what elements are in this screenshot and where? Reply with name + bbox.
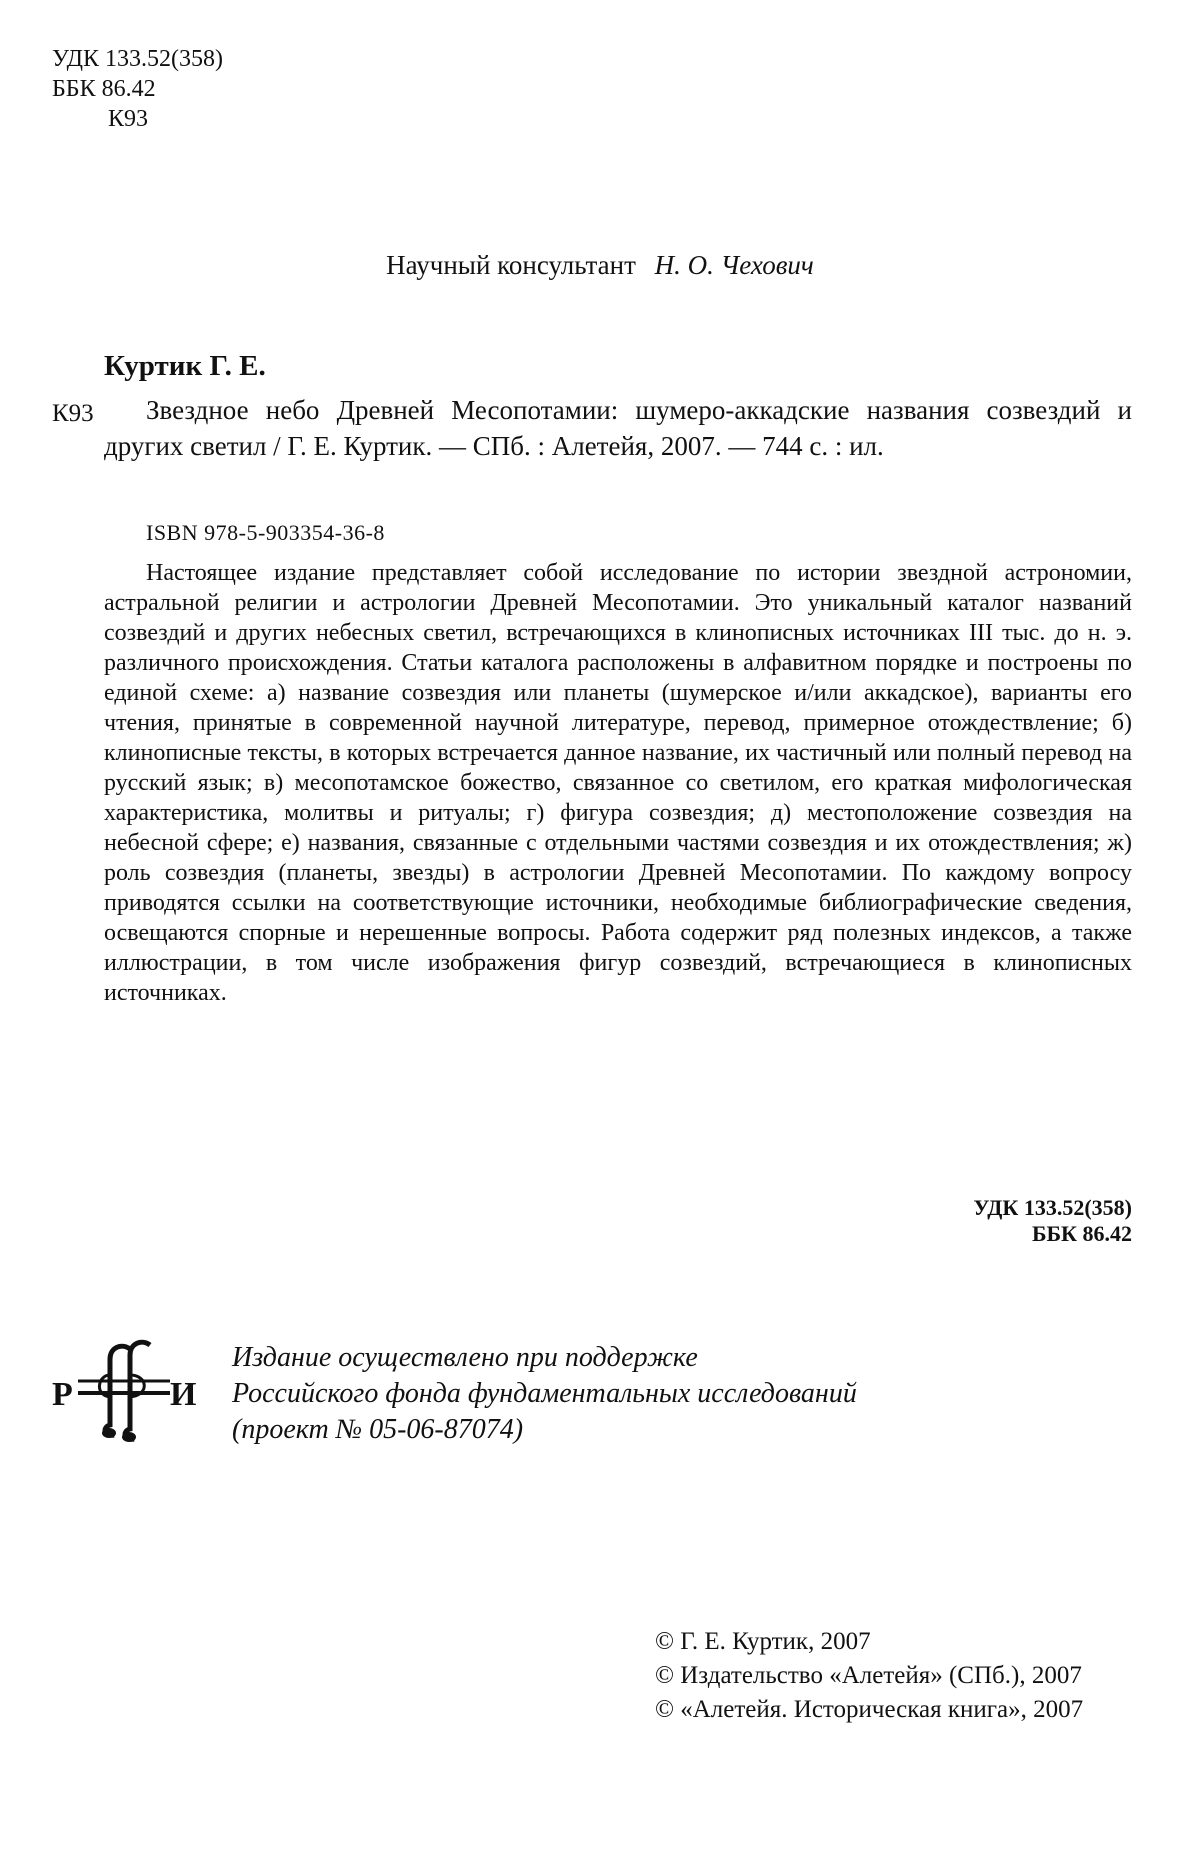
copyright-line: © «Алетейя. Историческая книга», 2007: [655, 1696, 1084, 1723]
isbn: ISBN 978-5-903354-36-8: [146, 520, 385, 545]
rffi-logo-icon: [52, 1335, 202, 1445]
author-heading: Куртик Г. Е.: [104, 350, 266, 382]
udc-footer: [973, 1195, 1132, 1247]
consultant-label: Научный консультант: [386, 250, 636, 280]
support-line-2: Российского фонда фундаментальных исследований: [232, 1378, 857, 1409]
bbk-code-bottom: ББК 86.42: [1031, 1221, 1132, 1246]
support-line-3: (проект № 05-06-87074): [232, 1414, 524, 1445]
bbk-code: ББК 86.42: [52, 76, 156, 102]
copyright-line: © Г. Е. Куртик, 2007: [655, 1628, 871, 1655]
annotation: Настоящее издание представляет собой исследование по истории звездной астрономии, астральной религии и астрологии Древней Месопотамии. Это уникальный каталог названий созвездий и других небесных светил, встречающихся в клинописных источниках III тыс. до н. э. различного происхождения. Статьи каталога расположены в алфавитном порядке и построены по единой схеме: а) название созвездия или планеты (шумерское и/или аккадское), варианты его чтения, принятые в современной научной литературе, перевод, примерное отождествление; б) клинописные тексты, в которых встречается данное название, их частичный или полный перевод на русский язык; в) месопотамское божество, связанное со светилом, его краткая мифологическая характеристика, молитвы и ритуалы; г) фигура созвездия; д) местоположение созвездия на небесной сфере; е) названия, связанные с отдельными частями созвездия и их отождествления; ж) роль созвездия (планеты, звезды) в астрологии Древней Месопотамии. По каждому вопросу приводятся ссылки на соответствующие источники, необходимые библиографические сведения, освещаются спорные и нерешенные вопросы. Работа содержит ряд полезных индексов, а также иллюстрации, в том числе изображения фигур созвездий, встречающиеся в клинописных источниках.: [104, 560, 1132, 1006]
publication-support: [232, 1340, 857, 1448]
rffi-logo-graphic: [52, 1335, 202, 1445]
scientific-consultant: [0, 250, 1200, 281]
svg-text:И: И: [170, 1376, 197, 1413]
udc-header: [52, 44, 223, 134]
copyright-block: [655, 1625, 1083, 1727]
udk-code: УДК 133.52(358): [52, 46, 223, 72]
catalog-code: К93: [52, 400, 94, 427]
bibliographic-description: Звездное небо Древней Месопотамии: шумеро-аккадские названия созвездий и других светил / Г. Е. Куртик. — СПб. : Алетейя, 2007. — 744 с. : ил.: [104, 395, 1132, 461]
author-mark: К93: [108, 106, 149, 132]
copyright-line: © Издательство «Алетейя» (СПб.), 2007: [655, 1662, 1082, 1689]
udk-code-bottom: УДК 133.52(358): [973, 1195, 1132, 1220]
support-line-1: Издание осуществлено при поддержке: [232, 1342, 698, 1373]
consultant-name: Н. О. Чехович: [654, 250, 814, 280]
svg-text:Р: Р: [52, 1376, 73, 1413]
